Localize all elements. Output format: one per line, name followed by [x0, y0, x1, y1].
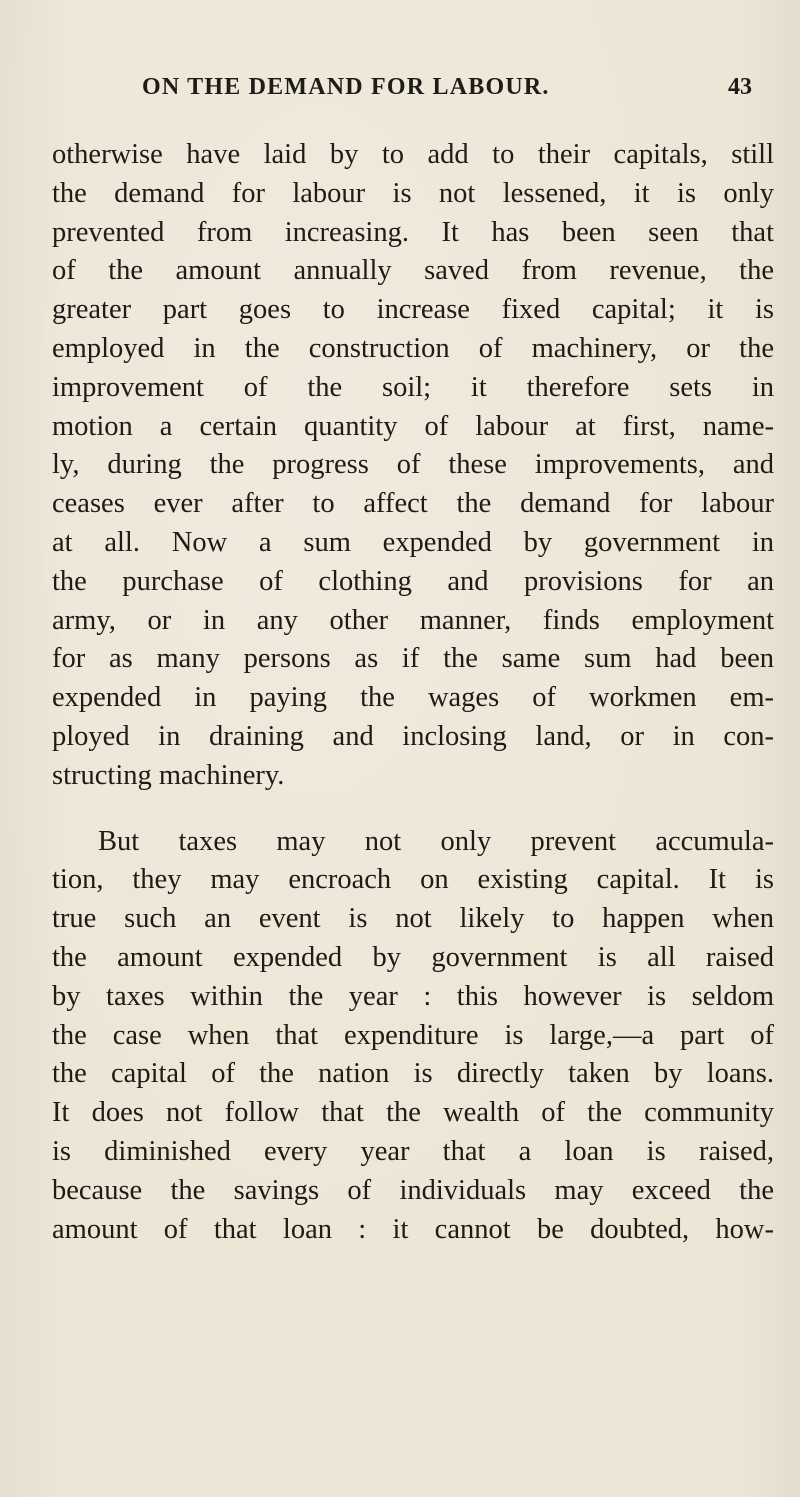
text-line: true such an event is not likely to happen when — [52, 903, 774, 935]
text-line: army, or in any other manner, finds employment — [52, 604, 774, 636]
text-line: motion a certain quantity of labour at first, name- — [52, 410, 774, 442]
text-line: ployed in draining and inclosing land, or in con- — [52, 720, 774, 752]
text-line: greater part goes to increase fixed capital; it is — [52, 294, 774, 326]
text-line: the demand for labour is not lessened, it is only — [52, 177, 774, 209]
text-line: prevented from increasing. It has been seen that — [52, 216, 774, 248]
body-text — [52, 136, 774, 1249]
text-line: ceases ever after to affect the demand for labour — [52, 488, 774, 520]
paragraph-gap — [52, 796, 774, 823]
text-line: because the savings of individuals may exceed the — [52, 1174, 774, 1206]
running-title: ON THE DEMAND FOR LABOUR. — [142, 74, 550, 100]
text-line: at all. Now a sum expended by government in — [52, 526, 774, 558]
text-line: by taxes within the year : this however is seldom — [52, 980, 774, 1012]
text-line: otherwise have laid by to add to their capitals, still — [52, 139, 774, 170]
paragraph-2 — [52, 823, 774, 1250]
text-line: of the amount annually saved from revenue, the — [52, 255, 774, 287]
text-line: employed in the construction of machinery, or the — [52, 332, 774, 364]
text-line: the purchase of clothing and provisions for an — [52, 565, 774, 597]
text-line: is diminished every year that a loan is raised, — [52, 1135, 774, 1167]
text-line: amount of that loan : it cannot be doubted, how- — [52, 1213, 774, 1245]
text-line: It does not follow that the wealth of the community — [52, 1097, 774, 1129]
text-line: improvement of the soil; it therefore sets in — [52, 371, 774, 403]
text-line: for as many persons as if the same sum had been — [52, 643, 774, 675]
text-line: tion, they may encroach on existing capital. It is — [52, 864, 774, 896]
text-line: the capital of the nation is directly taken by loans. — [52, 1058, 774, 1090]
running-header — [52, 74, 752, 114]
text-line: But taxes may not only prevent accumula- — [98, 825, 774, 857]
text-line: the amount expended by government is all raised — [52, 941, 774, 973]
paragraph-1 — [52, 136, 774, 796]
text-line: structing machinery. — [52, 759, 285, 791]
text-line: ly, during the progress of these improvements, and — [52, 449, 774, 481]
page-number: 43 — [728, 74, 752, 100]
text-line: the case when that expenditure is large,—a part of — [52, 1019, 774, 1051]
text-line: expended in paying the wages of workmen em- — [52, 682, 774, 714]
